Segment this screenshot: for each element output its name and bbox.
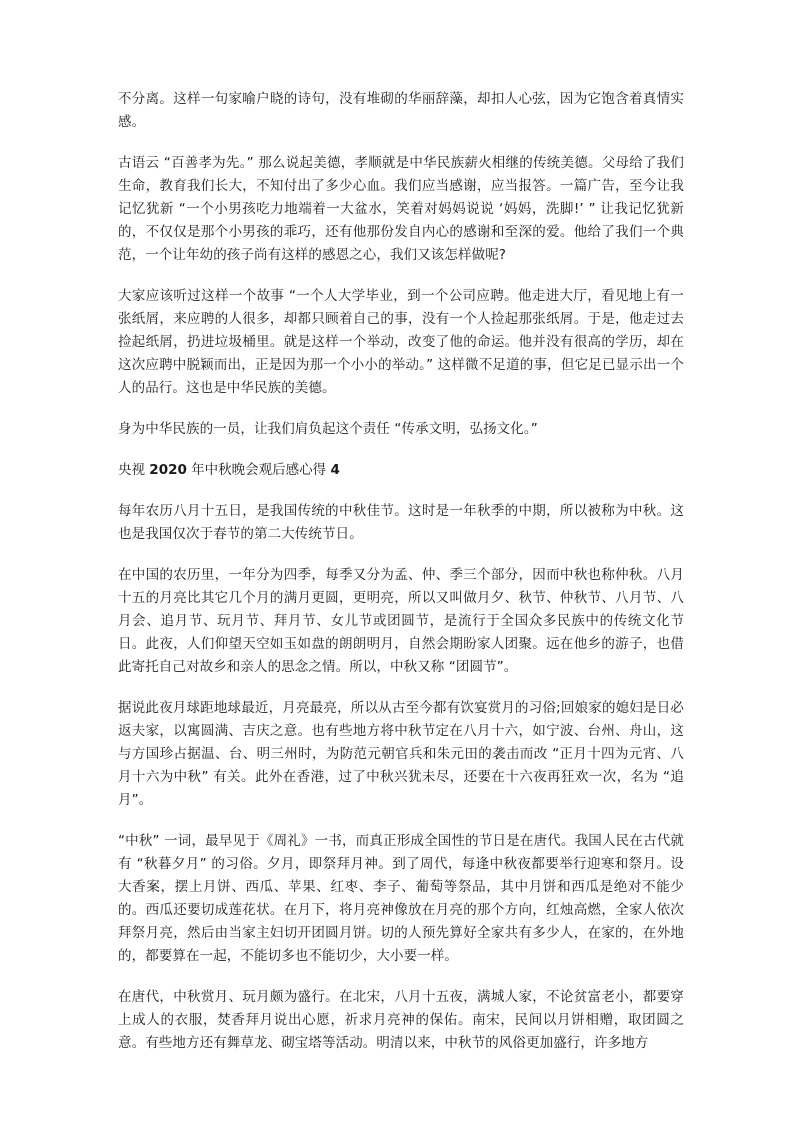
paragraph-7: 据说此夜月球距地球最近，月亮最亮，所以从古至今都有饮宴赏月的习俗;回娘家的媳妇是日必返夫家，以寓圆满、吉庆之意。也有些地方将中秋节定在八月十六，如宁波、台州、舟山，这与方国珍占据温、台、明三州时，为防范元朝官兵和朱元田的袭击而改 “正月十四为元宵、八月十六为中秋” 有关。此外在香港，过了中秋兴犹未尽，还要在十六夜再狂欢一次，名为 “追月”。	[118, 700, 684, 808]
paragraph-9: 在唐代，中秋赏月、玩月颇为盛行。在北宋，八月十五夜，满城人家，不论贫富老小，都要穿上成人的衣服，焚香拜月说出心愿，祈求月亮神的保佑。南宋，民间以月饼相赠，取团圆之意。有些地方还有舞草龙、砌宝塔等活动。明清以来，中秋节的风俗更加盛行，许多地方	[118, 989, 684, 1051]
paragraph-8: “中秋” 一词，最早见于《周礼》一书，而真正形成全国性的节日是在唐代。我国人民在古代就有 “秋暮夕月” 的习俗。夕月，即祭拜月神。到了周代，每逢中秋夜都要举行迎寒和祭月。设大香案，摆上月饼、西瓜、苹果、红枣、李子、葡萄等祭品，其中月饼和西瓜是绝对不能少的。西瓜还要切成莲花状。在月下，将月亮神像放在月亮的那个方向，红烛高燃，全家人依次拜祭月亮，然后由当家主妇切开团圆月饼。切的人预先算好全家共有多少人，在家的，在外地的，都要算在一起，不能切多也不能切少，大小要一样。	[118, 833, 684, 964]
paragraph-1: 不分离。这样一句家喻户晓的诗句，没有堆砌的华丽辞藻，却扣人心弦，因为它饱含着真情实感。	[118, 91, 684, 130]
paragraph-4: 身为中华民族的一员，让我们肩负起这个责任 “传承文明，弘扬文化。”	[118, 421, 538, 437]
paragraph-2: 古语云 “百善孝为先。” 那么说起美德，孝顺就是中华民族薪火相继的传统美德。父母给了我们生命，教育我们长大，不知付出了多少心血。我们应当感谢，应当报答。一篇广告，至今让我记忆犹新 “一个小男孩吃力地端着一大盆水，笑着对妈妈说说 ‘妈妈，洗脚!’ ” 让我记忆犹新的，不仅仅是那个小男孩的乖巧，还有他那份发自内心的感谢和至深的爱。他给了我们一个典范，一个让年幼的孩子尚有这样的感恩之心，我们又该怎样做呢?	[118, 155, 684, 263]
heading-prefix: 央视	[118, 462, 150, 478]
paragraph-3: 大家应该听过这样一个故事 “一个人大学毕业，到一个公司应聘。他走进大厅，看见地上有一张纸屑，来应聘的人很多，却都只顾着自己的事，没有一个人捡起那张纸屑。于是，他走过去捡起纸屑，扔进垃圾桶里。就是这样一个举动，改变了他的命运。他并没有很高的学历，却在这次应聘中脱颖而出，正是因为那一个小小的举动。” 这样微不足道的事，但它足已显示出一个人的品行。这也是中华民族的美德。	[118, 288, 684, 396]
paragraph-5: 每年农历八月十五日，是我国传统的中秋佳节。这时是一年秋季的中期，所以被称为中秋。这也是我国仅次于春节的第二大传统节日。	[118, 503, 684, 542]
paragraph-6: 在中国的农历里，一年分为四季，每季又分为孟、仲、季三个部分，因而中秋也称仲秋。八月十五的月亮比其它几个月的满月更圆，更明亮，所以又叫做月夕、秋节、仲秋节、八月节、八月会、追月节、玩月节、拜月节、女儿节或团圆节，是流行于全国众多民族中的传统文化节日。此夜，人们仰望天空如玉如盘的朗朗明月，自然会期盼家人团聚。远在他乡的游子，也借此寄托自己对故乡和亲人的思念之情。所以，中秋又称 “团圆节”。	[118, 567, 684, 675]
heading-middle: 年中秋晚会观后感心得	[186, 462, 331, 478]
section-heading	[118, 459, 684, 482]
heading-year: 2020	[149, 462, 187, 478]
heading-number: 4	[330, 462, 340, 478]
